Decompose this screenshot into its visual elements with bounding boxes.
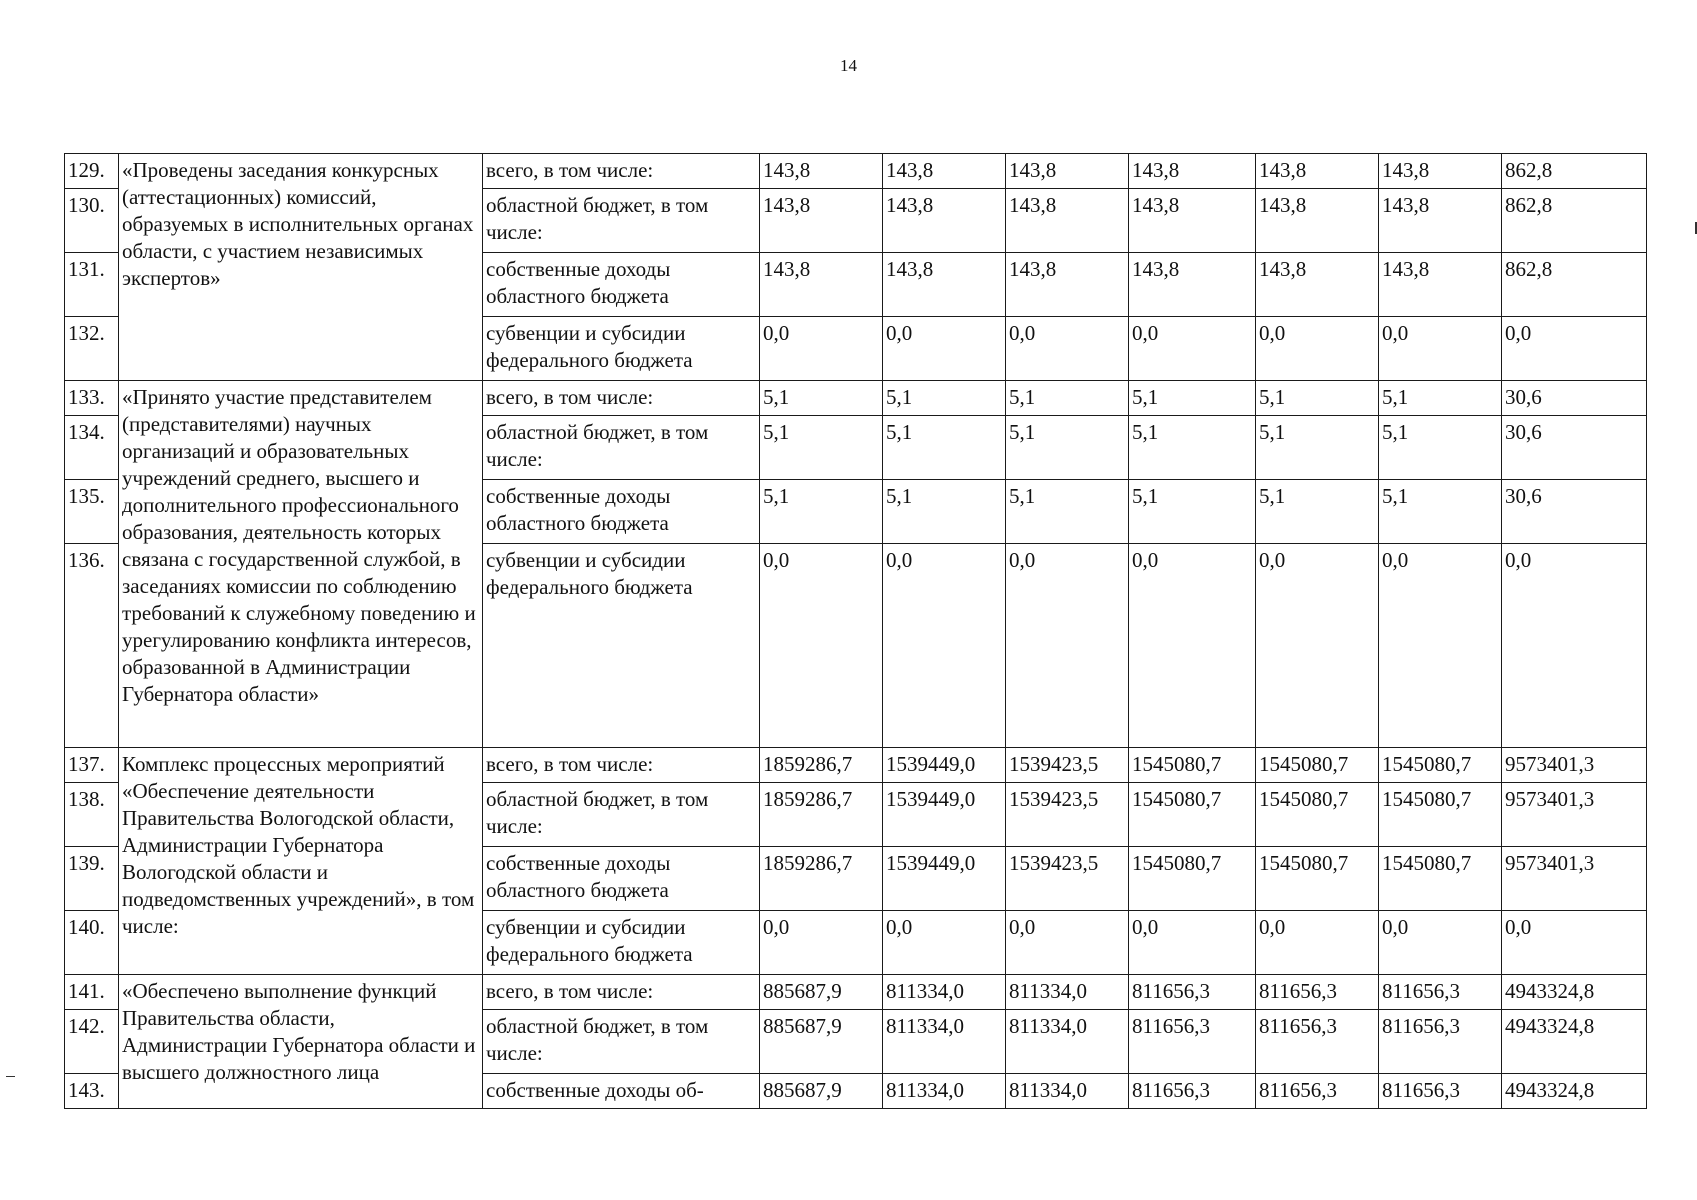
row-number: 140.: [65, 911, 119, 975]
year-value: 143,8: [1129, 189, 1256, 253]
year-value: 1859286,7: [760, 748, 883, 783]
year-value: 811656,3: [1256, 1074, 1379, 1109]
year-value: 0,0: [1129, 317, 1256, 381]
total-value: 0,0: [1502, 317, 1647, 381]
funding-source: всего, в том числе:: [483, 154, 760, 189]
funding-source: всего, в том числе:: [483, 975, 760, 1010]
table-row: [65, 748, 1647, 783]
year-value: 811334,0: [1006, 1074, 1129, 1109]
year-value: 811334,0: [883, 1074, 1006, 1109]
total-value: 30,6: [1502, 480, 1647, 544]
row-number: 142.: [65, 1010, 119, 1074]
year-value: 811334,0: [883, 1010, 1006, 1074]
year-value: 5,1: [1006, 381, 1129, 416]
year-value: 5,1: [1129, 381, 1256, 416]
funding-source: субвенции и субсидии федерального бюджета: [483, 911, 760, 975]
measure-description: «Проведены заседания конкурсных (аттестационных) комиссий, образуемых в исполнительных органах области, с участием независимых экспертов»: [119, 154, 483, 381]
year-value: 811656,3: [1129, 975, 1256, 1010]
year-value: 143,8: [883, 189, 1006, 253]
year-value: 1539423,5: [1006, 748, 1129, 783]
measure-description: «Принято участие представителем (представителями) научных организаций и образовательных учреждений среднего, высшего и дополнительного профессионального образования, деятельность которых связана с государственной службой, в заседаниях комиссии по соблюдению требований к служебному поведению и урегулированию конфликта интересов, образованной в Администрации Губернатора области»: [119, 381, 483, 748]
row-number: 141.: [65, 975, 119, 1010]
year-value: 1859286,7: [760, 783, 883, 847]
total-value: 4943324,8: [1502, 1074, 1647, 1109]
year-value: 0,0: [1256, 317, 1379, 381]
funding-source: областной бюджет, в том числе:: [483, 1010, 760, 1074]
year-value: 1539449,0: [883, 847, 1006, 911]
year-value: 1545080,7: [1256, 748, 1379, 783]
year-value: 0,0: [760, 911, 883, 975]
year-value: 143,8: [1379, 189, 1502, 253]
year-value: 143,8: [760, 189, 883, 253]
year-value: 5,1: [1379, 381, 1502, 416]
year-value: 811334,0: [1006, 975, 1129, 1010]
row-number: 133.: [65, 381, 119, 416]
year-value: 143,8: [1006, 253, 1129, 317]
year-value: 0,0: [1379, 544, 1502, 748]
row-number: 131.: [65, 253, 119, 317]
year-value: 0,0: [1129, 544, 1256, 748]
year-value: 5,1: [760, 416, 883, 480]
year-value: 143,8: [1129, 253, 1256, 317]
year-value: 5,1: [883, 381, 1006, 416]
year-value: 1539423,5: [1006, 847, 1129, 911]
year-value: 5,1: [1379, 480, 1502, 544]
row-number: 135.: [65, 480, 119, 544]
year-value: 5,1: [1129, 480, 1256, 544]
year-value: 0,0: [1129, 911, 1256, 975]
year-value: 811334,0: [1006, 1010, 1129, 1074]
year-value: 143,8: [760, 253, 883, 317]
year-value: 143,8: [1379, 253, 1502, 317]
year-value: 1545080,7: [1379, 783, 1502, 847]
year-value: 5,1: [760, 480, 883, 544]
year-value: 5,1: [1006, 416, 1129, 480]
year-value: 1539449,0: [883, 783, 1006, 847]
total-value: 862,8: [1502, 189, 1647, 253]
margin-mark: [6, 1076, 15, 1077]
year-value: 143,8: [760, 154, 883, 189]
row-number: 138.: [65, 783, 119, 847]
table-row: [65, 381, 1647, 416]
year-value: 885687,9: [760, 975, 883, 1010]
year-value: 811656,3: [1379, 1074, 1502, 1109]
table-row: [65, 154, 1647, 189]
row-number: 137.: [65, 748, 119, 783]
row-number: 130.: [65, 189, 119, 253]
total-value: 30,6: [1502, 416, 1647, 480]
year-value: 885687,9: [760, 1010, 883, 1074]
funding-source: всего, в том числе:: [483, 748, 760, 783]
funding-source: областной бюджет, в том числе:: [483, 416, 760, 480]
year-value: 811656,3: [1129, 1074, 1256, 1109]
total-value: 9573401,3: [1502, 748, 1647, 783]
table-row: [65, 975, 1647, 1010]
year-value: 5,1: [1256, 381, 1379, 416]
year-value: 5,1: [760, 381, 883, 416]
year-value: 143,8: [1379, 154, 1502, 189]
year-value: 0,0: [883, 544, 1006, 748]
year-value: 143,8: [1256, 189, 1379, 253]
page-number: 14: [840, 56, 857, 75]
year-value: 5,1: [1379, 416, 1502, 480]
year-value: 0,0: [1006, 911, 1129, 975]
year-value: 811334,0: [883, 975, 1006, 1010]
measure-description: «Обеспечено выполнение функций Правительства области, Администрации Губернатора области и высшего должностного лица: [119, 975, 483, 1109]
year-value: 1539449,0: [883, 748, 1006, 783]
total-value: 9573401,3: [1502, 847, 1647, 911]
year-value: 143,8: [1256, 253, 1379, 317]
year-value: 5,1: [883, 416, 1006, 480]
total-value: 862,8: [1502, 154, 1647, 189]
year-value: 1545080,7: [1129, 783, 1256, 847]
year-value: 0,0: [760, 544, 883, 748]
year-value: 811656,3: [1256, 1010, 1379, 1074]
row-number: 132.: [65, 317, 119, 381]
year-value: 0,0: [1379, 911, 1502, 975]
year-value: 0,0: [883, 317, 1006, 381]
year-value: 5,1: [1006, 480, 1129, 544]
year-value: 811656,3: [1256, 975, 1379, 1010]
total-value: 0,0: [1502, 544, 1647, 748]
year-value: 143,8: [883, 154, 1006, 189]
measure-description: Комплекс процессных мероприятий «Обеспечение деятельности Правительства Вологодской области, Администрации Губернатора Вологодской области и подведомственных учреждений», в том числе:: [119, 748, 483, 975]
funding-source: собственные доходы об-: [483, 1074, 760, 1109]
row-number: 139.: [65, 847, 119, 911]
year-value: 1545080,7: [1129, 847, 1256, 911]
year-value: 811656,3: [1129, 1010, 1256, 1074]
row-number: 129.: [65, 154, 119, 189]
year-value: 5,1: [1256, 480, 1379, 544]
year-value: 1545080,7: [1256, 847, 1379, 911]
year-value: 0,0: [1006, 317, 1129, 381]
year-value: 0,0: [1006, 544, 1129, 748]
funding-source: всего, в том числе:: [483, 381, 760, 416]
year-value: 0,0: [760, 317, 883, 381]
total-value: 4943324,8: [1502, 975, 1647, 1010]
funding-source: собственные доходы областного бюджета: [483, 480, 760, 544]
year-value: 143,8: [1006, 154, 1129, 189]
year-value: 811656,3: [1379, 1010, 1502, 1074]
year-value: 1859286,7: [760, 847, 883, 911]
year-value: 1545080,7: [1256, 783, 1379, 847]
year-value: 143,8: [883, 253, 1006, 317]
year-value: 0,0: [1256, 911, 1379, 975]
year-value: 143,8: [1006, 189, 1129, 253]
year-value: 0,0: [1379, 317, 1502, 381]
total-value: 0,0: [1502, 911, 1647, 975]
year-value: 143,8: [1256, 154, 1379, 189]
budget-table: [64, 153, 1647, 1109]
year-value: 5,1: [1129, 416, 1256, 480]
year-value: 1545080,7: [1129, 748, 1256, 783]
year-value: 885687,9: [760, 1074, 883, 1109]
funding-source: областной бюджет, в том числе:: [483, 783, 760, 847]
row-number: 134.: [65, 416, 119, 480]
year-value: 143,8: [1129, 154, 1256, 189]
funding-source: субвенции и субсидии федерального бюджета: [483, 544, 760, 748]
year-value: 1545080,7: [1379, 748, 1502, 783]
year-value: 1545080,7: [1379, 847, 1502, 911]
funding-source: собственные доходы областного бюджета: [483, 253, 760, 317]
total-value: 862,8: [1502, 253, 1647, 317]
funding-source: субвенции и субсидии федерального бюджета: [483, 317, 760, 381]
year-value: 1539423,5: [1006, 783, 1129, 847]
year-value: 5,1: [883, 480, 1006, 544]
total-value: 9573401,3: [1502, 783, 1647, 847]
year-value: 0,0: [883, 911, 1006, 975]
funding-source: собственные доходы областного бюджета: [483, 847, 760, 911]
year-value: 811656,3: [1379, 975, 1502, 1010]
year-value: 0,0: [1256, 544, 1379, 748]
funding-source: областной бюджет, в том числе:: [483, 189, 760, 253]
row-number: 143.: [65, 1074, 119, 1109]
total-value: 30,6: [1502, 381, 1647, 416]
total-value: 4943324,8: [1502, 1010, 1647, 1074]
row-number: 136.: [65, 544, 119, 748]
year-value: 5,1: [1256, 416, 1379, 480]
